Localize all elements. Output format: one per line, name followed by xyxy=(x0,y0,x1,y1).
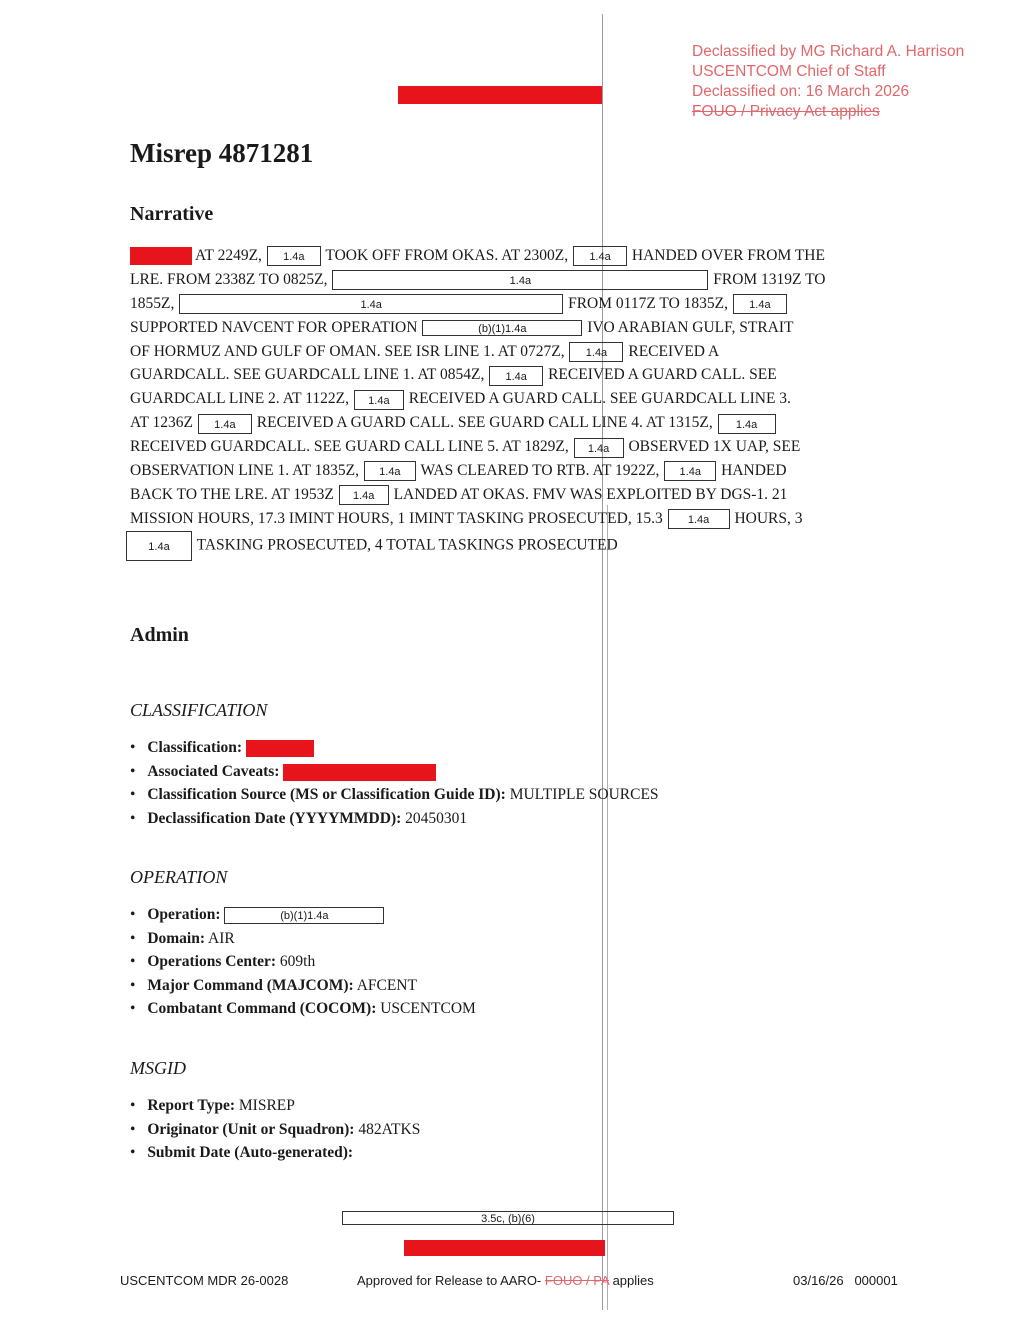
redaction-box: 1.4a xyxy=(718,414,776,434)
declassification-stamp xyxy=(692,42,964,122)
field-value: AFCENT xyxy=(356,976,417,994)
field-operation xyxy=(130,903,476,927)
field-value: USCENTCOM xyxy=(380,1000,476,1018)
narrative-line xyxy=(130,292,890,316)
narrative-text: FROM 1319Z TO xyxy=(713,270,826,288)
narrative-text: OF HORMUZ AND GULF OF OMAN. SEE ISR LINE 1. AT 0727Z, xyxy=(130,342,565,360)
classification-heading: CLASSIFICATION xyxy=(130,700,268,720)
stamp-line-struck: FOUO / Privacy Act applies xyxy=(692,103,880,120)
narrative-text: RECEIVED A GUARD CALL. SEE GUARD CALL LINE 4. AT 1315Z, xyxy=(256,414,713,432)
redaction-box: 1.4a xyxy=(664,461,716,481)
narrative-text: HANDED OVER FROM THE xyxy=(631,247,825,264)
redaction-box: 1.4a xyxy=(126,531,192,561)
narrative-text: TASKING PROSECUTED, 4 TOTAL TASKINGS PROSECUTED xyxy=(196,536,618,554)
narrative-text: IVO ARABIAN GULF, STRAIT xyxy=(587,318,794,336)
narrative-body xyxy=(130,244,890,555)
footer-center xyxy=(357,1273,654,1288)
page-title: Misrep 4871281 xyxy=(130,138,314,168)
stamp-line: Declassified by MG Richard A. Harrison xyxy=(692,43,965,60)
redaction-box-bottom: 3.5c, (b)(6) xyxy=(342,1211,674,1225)
field-declassification-date xyxy=(130,807,659,831)
narrative-text: AT 1236Z xyxy=(130,414,194,432)
redaction-box: 1.4a xyxy=(332,270,708,290)
msgid-heading: MSGID xyxy=(130,1058,186,1078)
footer-center-text: Approved for Release to AARO- xyxy=(357,1273,542,1288)
field-caveats xyxy=(130,760,659,784)
narrative-text: OBSERVED 1X UAP, SEE xyxy=(628,438,801,456)
field-label: Report Type: xyxy=(147,1097,235,1114)
narrative-text: RECEIVED A GUARD CALL. SEE xyxy=(548,366,777,384)
field-submit-date xyxy=(130,1141,420,1165)
redaction-bar-header xyxy=(398,86,602,104)
narrative-text: SUPPORTED NAVCENT FOR OPERATION xyxy=(130,318,418,336)
narrative-text: LRE. FROM 2338Z TO 0825Z, xyxy=(130,270,328,288)
field-value: MISREP xyxy=(238,1097,295,1114)
field-label: Domain: xyxy=(147,929,206,947)
narrative-line xyxy=(130,507,890,531)
field-label: Operation: xyxy=(147,906,221,923)
narrative-text: 1855Z, xyxy=(130,294,175,312)
field-label: Originator (Unit or Squadron): xyxy=(147,1120,355,1138)
field-label: Associated Caveats: xyxy=(147,762,280,780)
stamp-line: Declassified on: 16 March 2026 xyxy=(692,83,910,100)
field-classification xyxy=(130,736,659,760)
narrative-line xyxy=(130,268,890,292)
field-label: Major Command (MAJCOM): xyxy=(147,976,354,994)
field-label: Operations Center: xyxy=(147,953,277,971)
redaction-bar-footer xyxy=(404,1240,605,1256)
field-operations-center xyxy=(130,950,476,974)
narrative-text: TOOK OFF FROM OKAS. AT 2300Z, xyxy=(325,247,569,264)
narrative-text: RECEIVED GUARDCALL. SEE GUARD CALL LINE 5. AT 1829Z, xyxy=(130,438,569,456)
redaction-box: 1.4a xyxy=(267,246,321,266)
redaction-box: 1.4a xyxy=(574,438,624,458)
narrative-line xyxy=(130,435,890,459)
operation-fields xyxy=(130,903,476,1021)
narrative-text: MISSION HOURS, 17.3 IMINT HOURS, 1 IMINT TASKING PROSECUTED, 15.3 xyxy=(130,509,663,527)
field-label: Combatant Command (COCOM): xyxy=(147,1000,377,1018)
narrative-text: AT 2249Z, xyxy=(195,247,262,264)
footer-right: 03/16/26 000001 xyxy=(793,1273,898,1288)
narrative-line xyxy=(130,363,890,387)
field-label: Classification: xyxy=(147,739,243,756)
redaction-box: 1.4a xyxy=(668,509,730,529)
field-label: Classification Source (MS or Classification Guide ID): xyxy=(147,786,506,804)
footer-center-text: applies xyxy=(612,1273,654,1288)
redaction-box: 1.4a xyxy=(354,390,404,410)
operation-heading: OPERATION xyxy=(130,867,228,887)
scan-fold-line xyxy=(602,14,603,1310)
redaction-inline xyxy=(283,764,436,781)
field-label: Declassification Date (YYYYMMDD): xyxy=(147,809,402,827)
scan-fold-line-secondary xyxy=(607,505,608,1310)
narrative-line xyxy=(130,387,890,411)
redaction-box: 1.4a xyxy=(364,461,416,481)
narrative-heading: Narrative xyxy=(130,203,214,225)
redaction-box: 1.4a xyxy=(179,294,563,314)
field-originator xyxy=(130,1118,420,1142)
field-majcom xyxy=(130,974,476,998)
field-value: 482ATKS xyxy=(358,1120,421,1138)
field-value: 609th xyxy=(279,953,316,971)
redaction-box: 1.4a xyxy=(339,485,389,505)
field-value: AIR xyxy=(208,929,235,947)
field-label: Submit Date (Auto-generated): xyxy=(147,1144,354,1162)
narrative-text: RECEIVED A GUARD CALL. SEE GUARDCALL LINE 3. xyxy=(408,390,791,408)
narrative-text: GUARDCALL LINE 2. AT 1122Z, xyxy=(130,390,349,408)
narrative-text: LANDED AT OKAS. FMV WAS EXPLOITED BY DGS-1. 21 xyxy=(393,485,788,503)
narrative-text: HOURS, 3 xyxy=(734,509,803,527)
narrative-text: RECEIVED A xyxy=(628,342,720,360)
narrative-line xyxy=(130,531,890,555)
stamp-line: USCENTCOM Chief of Staff xyxy=(692,63,886,80)
narrative-text: OBSERVATION LINE 1. AT 1835Z, xyxy=(130,462,359,480)
footer-struck-text: FOUO / PA xyxy=(544,1273,609,1288)
field-domain xyxy=(130,927,476,951)
field-value: 20450301 xyxy=(405,809,468,827)
redaction-box: 1.4a xyxy=(569,342,623,362)
narrative-text: FROM 0117Z TO 1835Z, xyxy=(568,294,728,312)
msgid-fields xyxy=(130,1094,420,1165)
narrative-line xyxy=(130,459,890,483)
narrative-line xyxy=(130,483,890,507)
field-value: MULTIPLE SOURCES xyxy=(509,786,659,804)
redaction-box: 1.4a xyxy=(733,294,787,314)
narrative-line xyxy=(130,244,890,268)
narrative-line xyxy=(130,340,890,364)
redaction-box: 1.4a xyxy=(573,246,627,266)
narrative-text: WAS CLEARED TO RTB. AT 1922Z, xyxy=(420,462,660,480)
redaction-inline xyxy=(246,740,314,757)
footer-left: USCENTCOM MDR 26-0028 xyxy=(120,1273,289,1288)
admin-heading: Admin xyxy=(130,624,189,646)
redaction-box: 1.4a xyxy=(489,366,543,386)
field-classification-source xyxy=(130,783,659,807)
narrative-line xyxy=(130,316,890,340)
narrative-text: GUARDCALL. SEE GUARDCALL LINE 1. AT 0854Z, xyxy=(130,366,485,384)
redaction-box: (b)(1)1.4a xyxy=(224,907,384,924)
redaction-box: 1.4a xyxy=(198,414,252,434)
narrative-line xyxy=(130,411,890,435)
redaction-inline xyxy=(130,247,192,265)
field-cocom xyxy=(130,997,476,1021)
classification-fields xyxy=(130,736,659,830)
narrative-text: BACK TO THE LRE. AT 1953Z xyxy=(130,485,334,503)
field-report-type xyxy=(130,1094,420,1118)
narrative-text: HANDED xyxy=(721,462,787,480)
redaction-box: (b)(1)1.4a xyxy=(422,320,582,336)
